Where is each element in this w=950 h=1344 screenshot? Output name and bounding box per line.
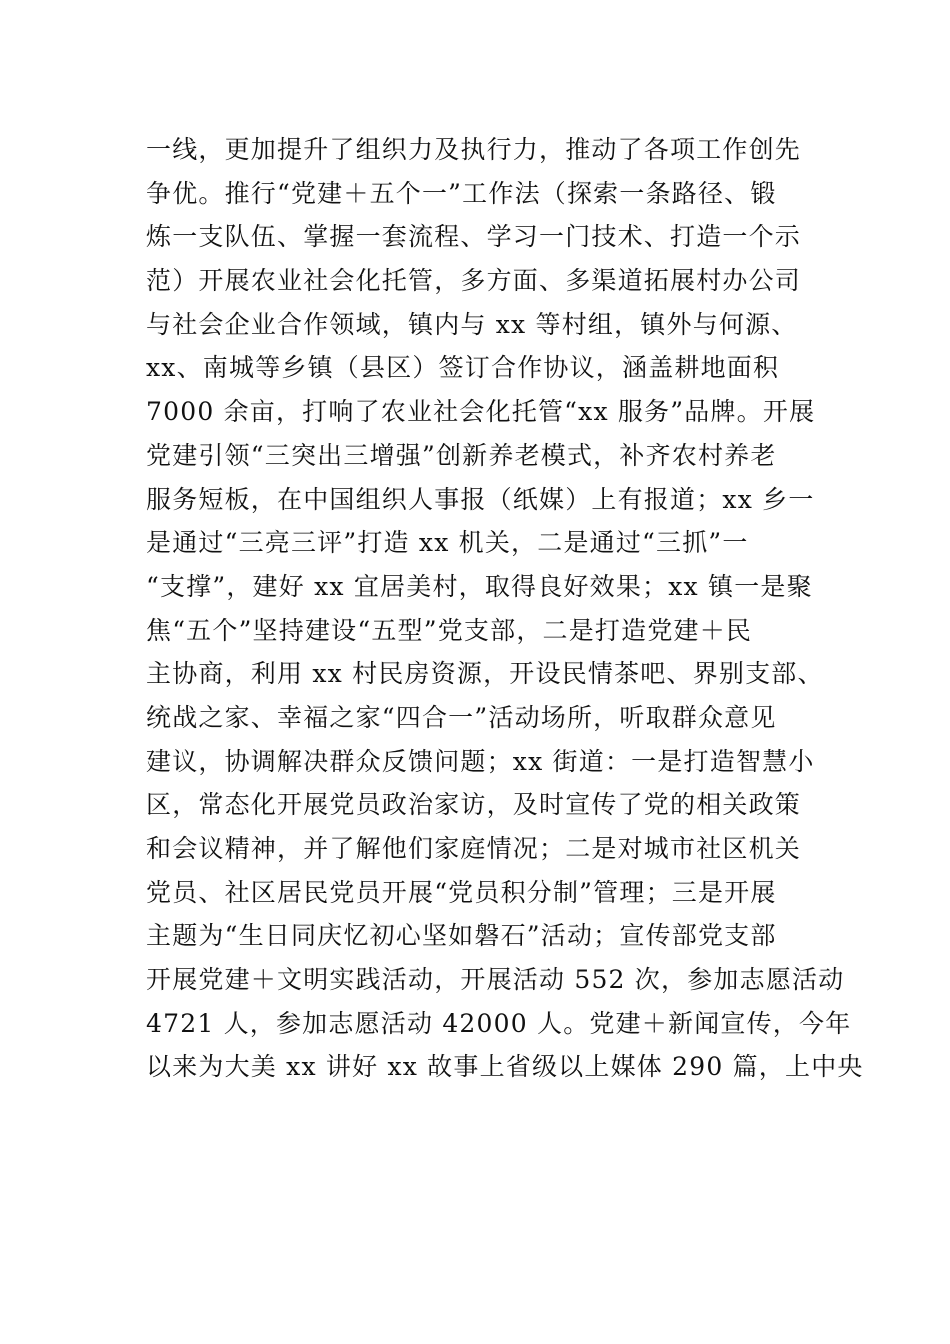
text-line: 主协商，利用 xx 村民房资源，开设民情茶吧、界别支部、	[146, 659, 824, 689]
text-line: 4721 人，参加志愿活动 42000 人。党建＋新闻宣传，今年	[146, 1008, 852, 1038]
text-line: 一线，更加提升了组织力及执行力，推动了各项工作创先	[146, 135, 802, 164]
text-line: 焦“五个”坚持建设“五型”党支部，二是打造党建＋民	[146, 615, 753, 645]
text-line: 争优。推行“党建＋五个一”工作法（探索一条路径、锻	[146, 178, 777, 208]
text-line: 开展党建＋文明实践活动，开展活动 552 次，参加志愿活动	[146, 965, 845, 995]
text-line: 统战之家、幸福之家“四合一”活动场所，听取群众意见	[146, 702, 777, 732]
text-line: 7000 余亩，打响了农业社会化托管“xx 服务”品牌。开展	[146, 397, 816, 427]
text-line: 服务短板，在中国组织人事报（纸媒）上有报道；xx 乡一	[146, 484, 815, 514]
text-line: 是通过“三亮三评”打造 xx 机关，二是通过“三抓”一	[146, 528, 749, 558]
body-paragraph	[146, 128, 864, 1089]
text-line: 区，常态化开展党员政治家访，及时宣传了党的相关政策	[146, 790, 802, 820]
text-line: 主题为“生日同庆忆初心坚如磐石”活动；宣传部党支部	[146, 921, 777, 951]
text-line: 以来为大美 xx 讲好 xx 故事上省级以上媒体 290 篇，上中央	[146, 1052, 864, 1082]
text-line: 与社会企业合作领域，镇内与 xx 等村组，镇外与何源、	[146, 309, 798, 339]
text-line: 范）开展农业社会化托管，多方面、多渠道拓展村办公司	[146, 266, 802, 296]
text-line: 党员、社区居民党员开展“党员积分制”管理；三是开展	[146, 877, 777, 907]
text-line: 党建引领“三突出三增强”创新养老模式，补齐农村养老	[146, 440, 777, 470]
text-line: “支撑”，建好 xx 宜居美村，取得良好效果；xx 镇一是聚	[146, 571, 813, 601]
text-line: 和会议精神，并了解他们家庭情况；二是对城市社区机关	[146, 834, 802, 863]
text-line: 炼一支队伍、掌握一套流程、学习一门技术、打造一个示	[146, 222, 802, 252]
text-line: 建议，协调解决群众反馈问题；xx 街道：一是打造智慧小	[146, 746, 815, 776]
text-line: xx、南城等乡镇（县区）签订合作协议，涵盖耕地面积	[146, 353, 780, 383]
